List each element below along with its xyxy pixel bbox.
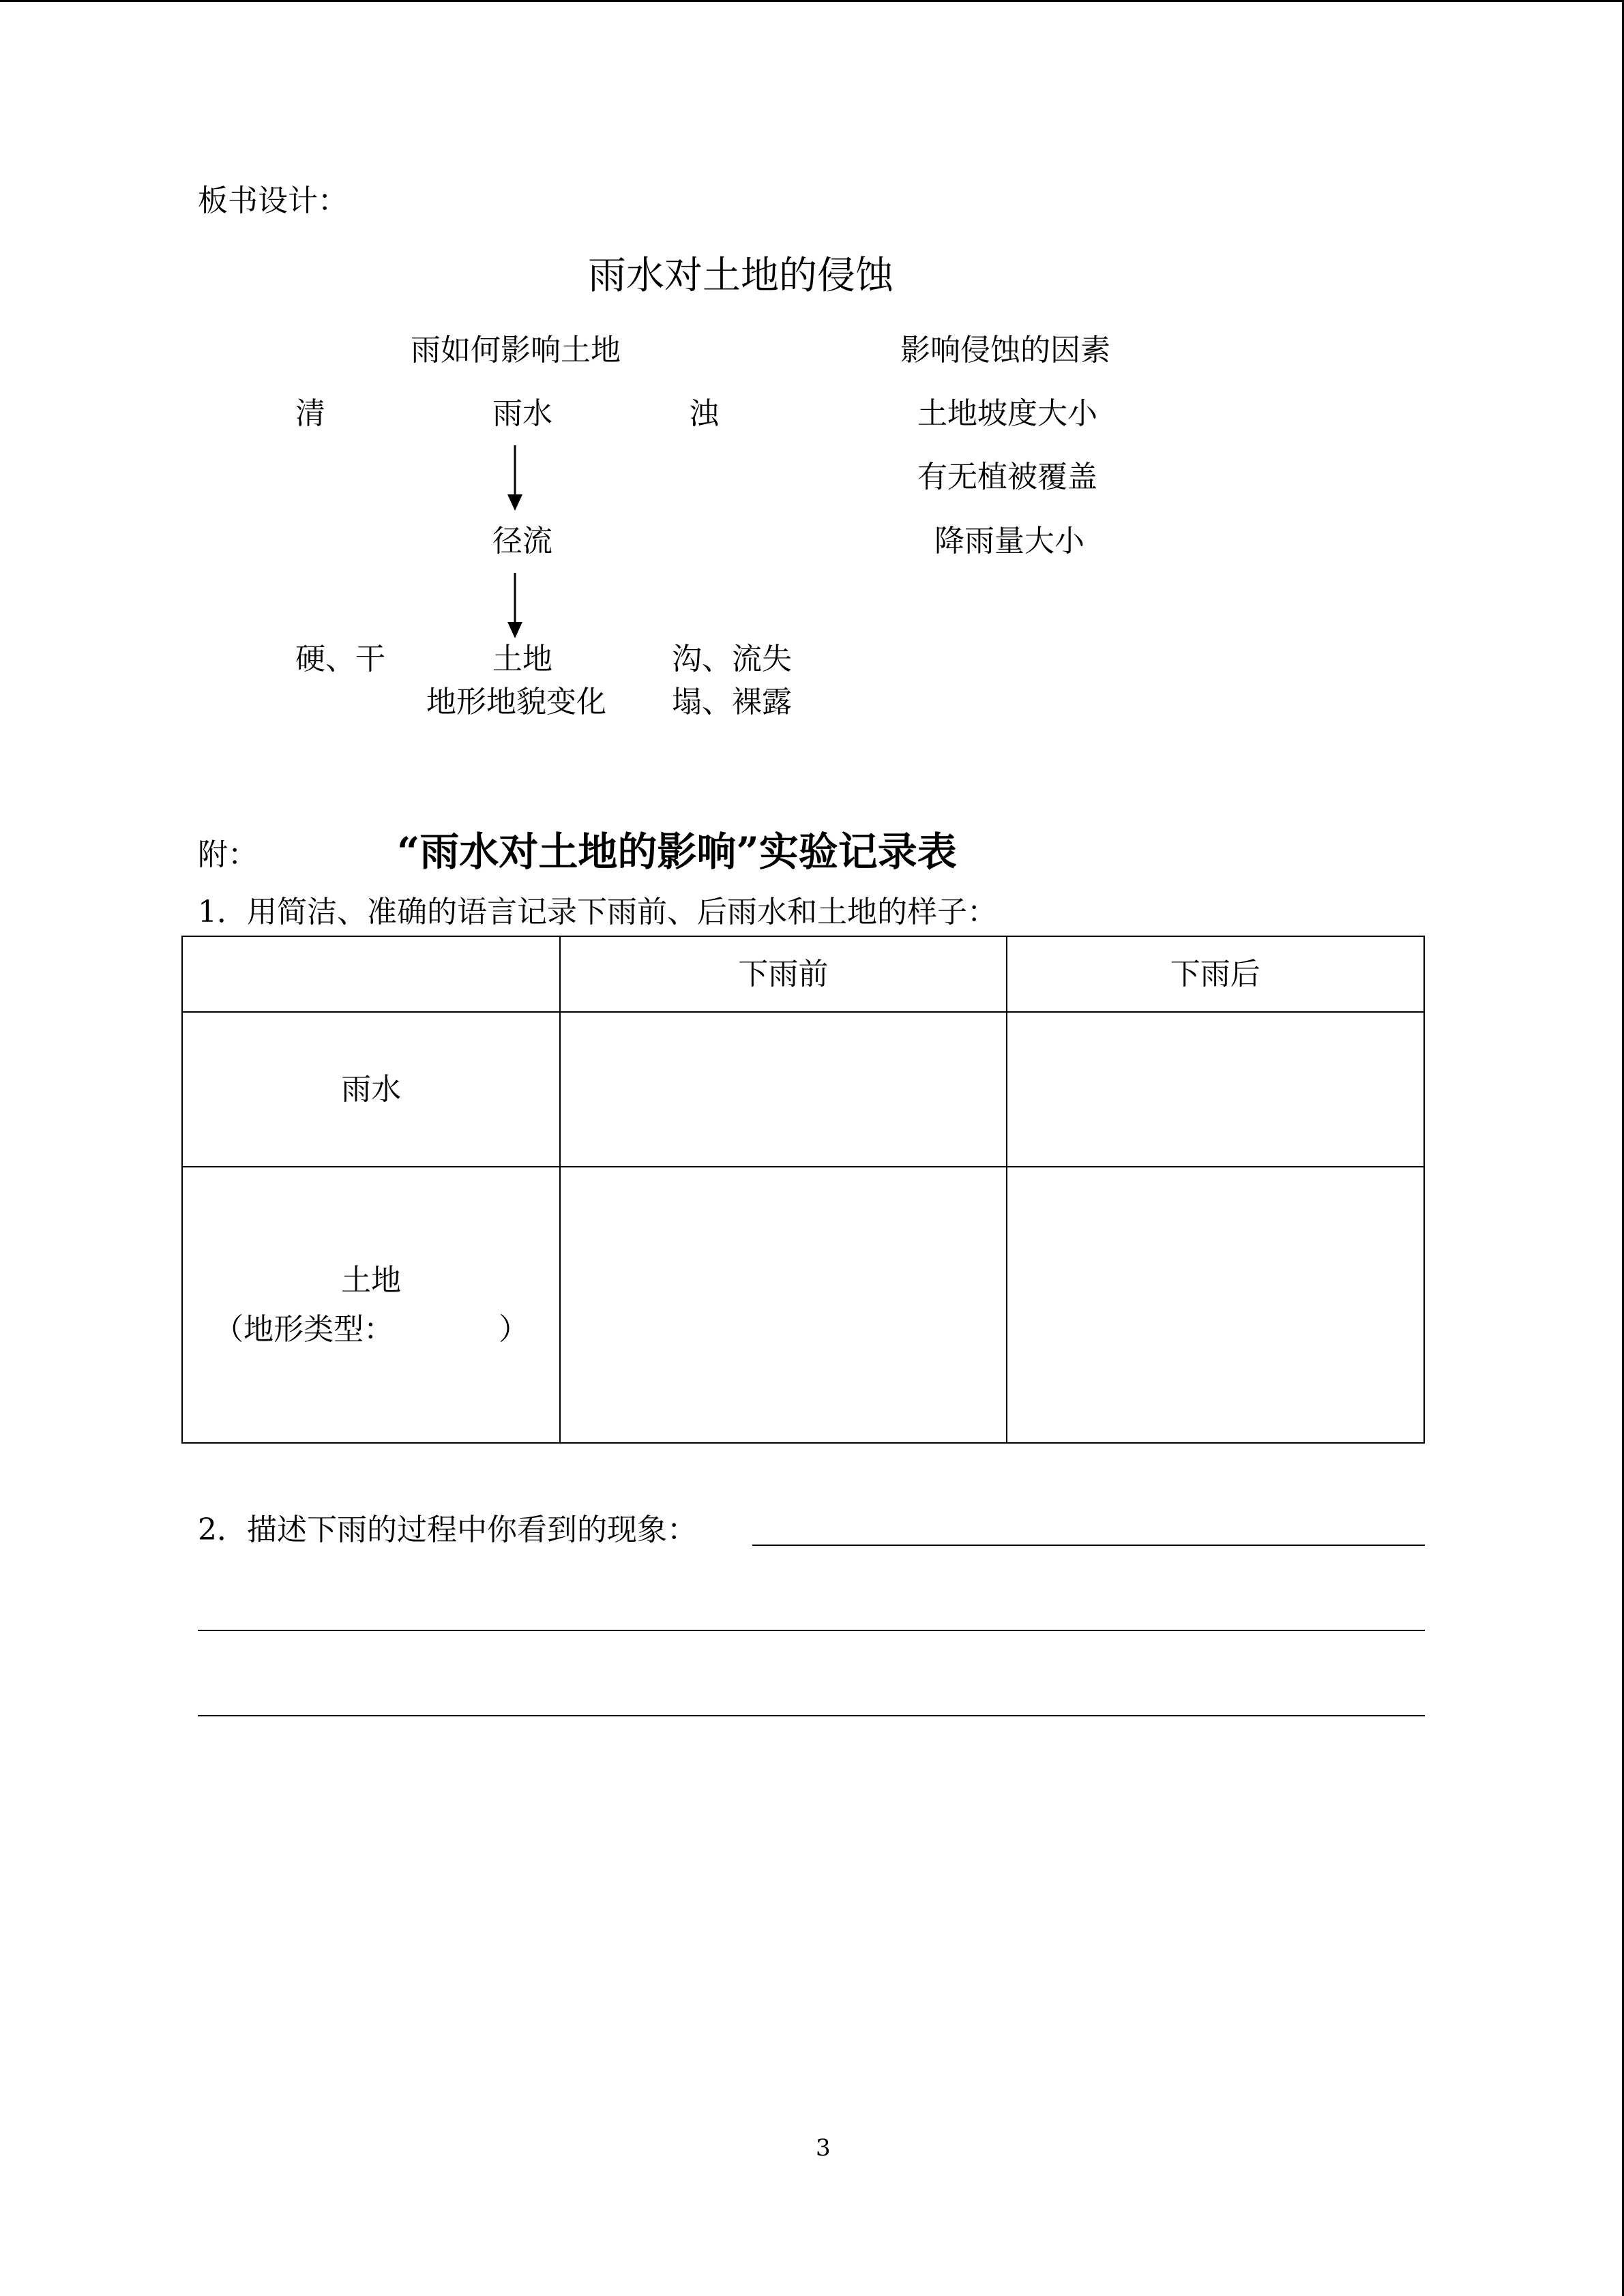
- table-row: [182, 1167, 1424, 1443]
- land-after-cell[interactable]: [1007, 1167, 1424, 1443]
- runoff-label: 径流: [492, 524, 552, 558]
- rain-label: 雨水: [492, 396, 552, 431]
- board-label: 板书设计：: [198, 183, 348, 218]
- ditch-loss-label: 沟、流失: [672, 642, 792, 676]
- appendix-label: 附：: [198, 837, 258, 872]
- collapse-exposed-label: 塌、裸露: [672, 685, 792, 719]
- answer-line[interactable]: [198, 1630, 1425, 1631]
- rain-before-cell[interactable]: [560, 1012, 1006, 1167]
- page-number: 3: [816, 2134, 831, 2162]
- terrain-change-label: 地形地貌变化: [426, 685, 606, 719]
- table-header-row: [182, 936, 1424, 1012]
- land-before-cell[interactable]: [560, 1167, 1006, 1443]
- appendix-title: “雨水对土地的影响”实验记录表: [397, 829, 957, 875]
- page-border-top: [0, 0, 1624, 2]
- land-label: 土地: [492, 642, 552, 676]
- table-header-empty: [182, 936, 560, 1012]
- down-arrow-icon: [505, 573, 525, 641]
- answer-line[interactable]: [752, 1545, 1425, 1546]
- table-header-after: 下雨后: [1007, 936, 1424, 1012]
- down-arrow-icon: [505, 445, 525, 513]
- factor-rainfall: 降雨量大小: [934, 524, 1084, 558]
- row-rain-label: 雨水: [182, 1012, 560, 1167]
- right-heading: 影响侵蚀的因素: [900, 333, 1110, 368]
- muddy-label: 浊: [689, 396, 719, 431]
- factor-vegetation: 有无植被覆盖: [917, 460, 1097, 494]
- factor-slope: 土地坡度大小: [917, 396, 1097, 431]
- row-land-sub: （地形类型： ）: [213, 1311, 529, 1347]
- hard-dry-label: 硬、干: [295, 642, 385, 676]
- clear-label: 清: [295, 396, 325, 431]
- answer-line[interactable]: [198, 1715, 1425, 1716]
- board-title: 雨水对土地的侵蚀: [588, 254, 894, 298]
- left-heading: 雨如何影响土地: [411, 333, 621, 368]
- rain-after-cell[interactable]: [1007, 1012, 1424, 1167]
- record-table: [181, 936, 1425, 1444]
- question-2: 2．描述下雨的过程中你看到的现象：: [198, 1512, 697, 1547]
- table-row: [182, 1012, 1424, 1167]
- table-header-before: 下雨前: [560, 936, 1006, 1012]
- row-land-label: 土地: [341, 1262, 402, 1298]
- question-1: 1．用简洁、准确的语言记录下雨前、后雨水和土地的样子：: [198, 895, 997, 929]
- row-land-cell: [182, 1167, 560, 1443]
